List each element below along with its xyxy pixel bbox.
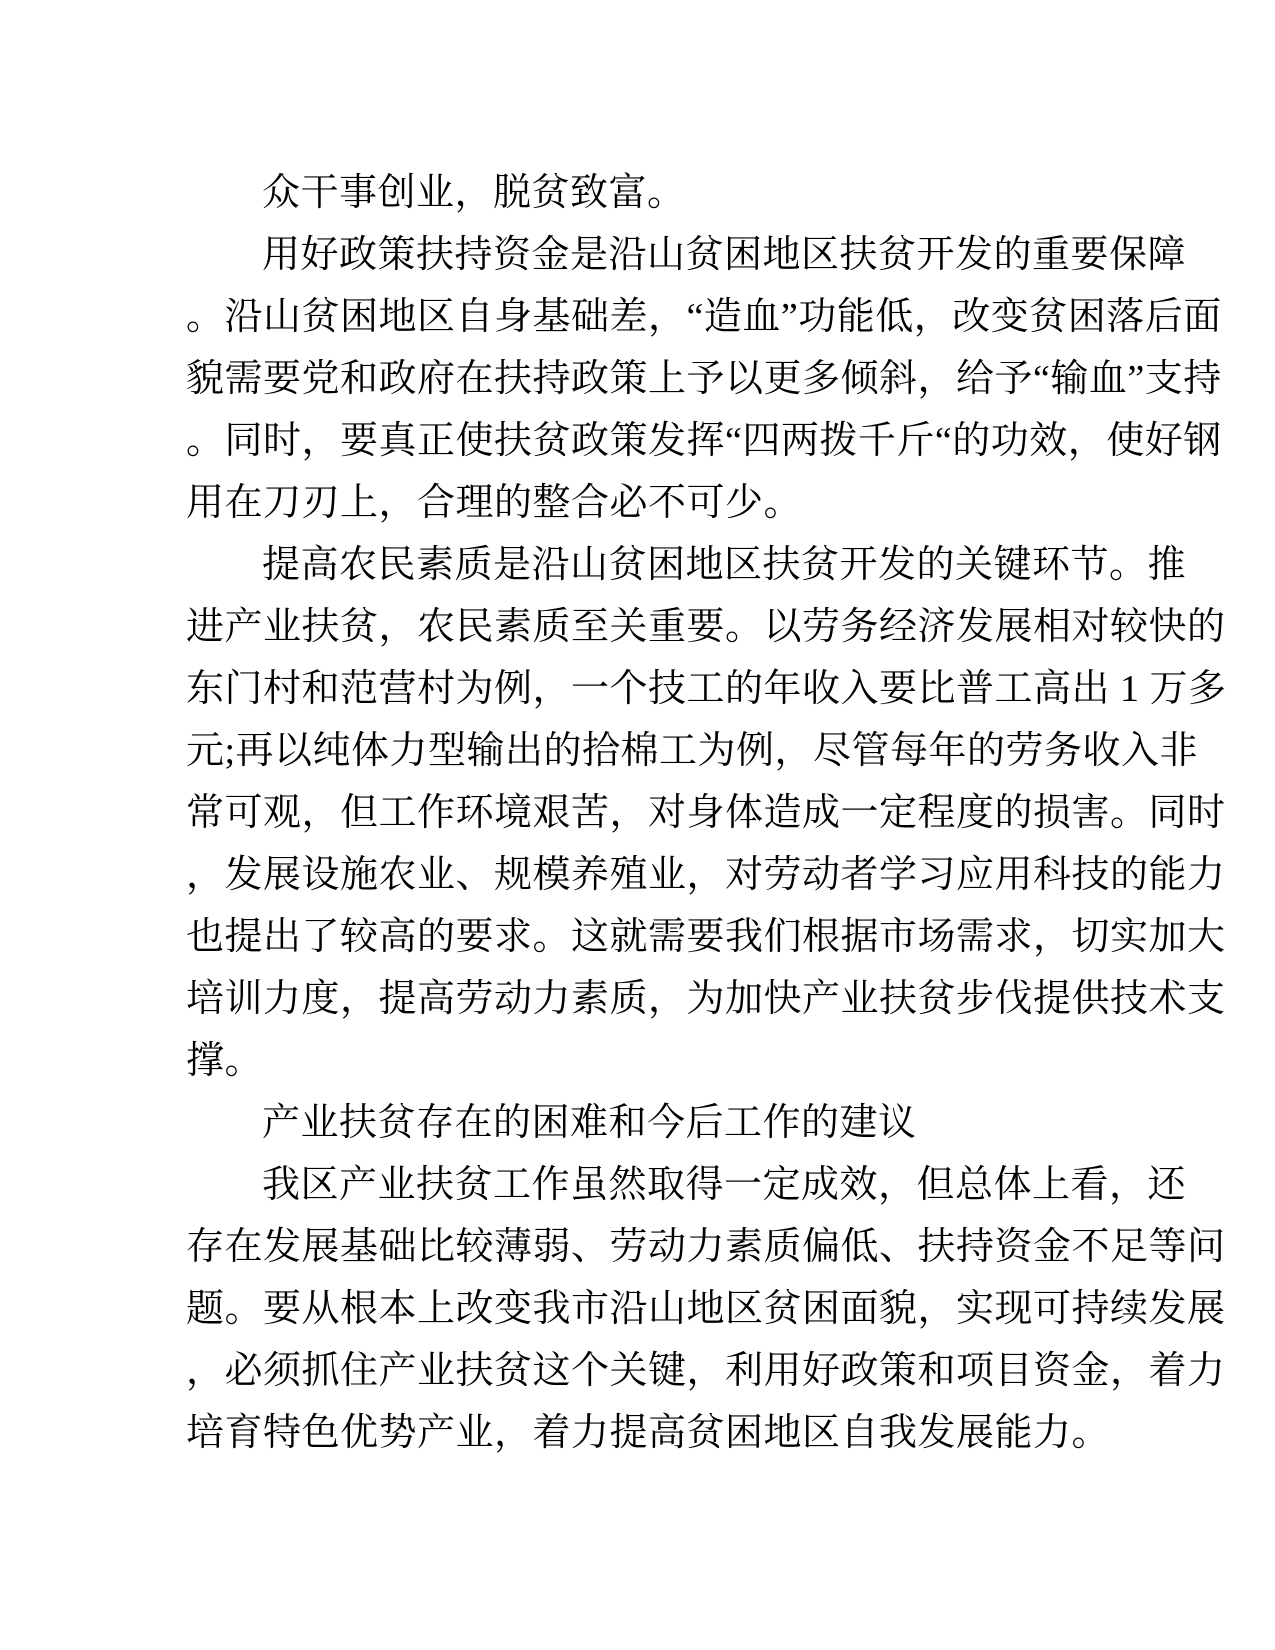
text-line-section-heading: 产业扶贫存在的困难和今后工作的建议 <box>262 1102 917 1144</box>
text-line: 。同时，要真正使扶贫政策发挥“四两拨千斤“的功效，使好钢 <box>186 420 1222 462</box>
text-line: 常可观，但工作环境艰苦，对身体造成一定程度的损害。同时 <box>186 792 1226 834</box>
text-line: 。沿山贫困地区自身基础差，“造血”功能低，改变贫困落后面 <box>186 296 1222 338</box>
text-line: 也提出了较高的要求。这就需要我们根据市场需求，切实加大 <box>186 916 1226 958</box>
text-line: 众干事创业，脱贫致富。 <box>262 172 686 214</box>
text-line: 存在发展基础比较薄弱、劳动力素质偏低、扶持资金不足等问 <box>186 1226 1226 1268</box>
text-line: ，必须抓住产业扶贫这个关键，利用好政策和项目资金，着力 <box>186 1350 1226 1392</box>
text-line: 题。要从根本上改变我市沿山地区贫困面貌，实现可持续发展 <box>186 1288 1226 1330</box>
text-line: 用好政策扶持资金是沿山贫困地区扶贫开发的重要保障 <box>262 234 1187 276</box>
text-line: 我区产业扶贫工作虽然取得一定成效，但总体上看，还 <box>262 1164 1187 1206</box>
text-line: 用在刀刃上，合理的整合必不可少。 <box>186 482 803 524</box>
text-line: ，发展设施农业、规模养殖业，对劳动者学习应用科技的能力 <box>186 854 1226 896</box>
text-line: 东门村和范营村为例，一个技工的年收入要比普工高出 1 万多 <box>186 668 1227 710</box>
text-line: 培训力度，提高劳动力素质，为加快产业扶贫步伐提供技术支 <box>186 978 1226 1020</box>
text-line: 撑。 <box>186 1040 264 1082</box>
text-line: 貌需要党和政府在扶持政策上予以更多倾斜，给予“输血”支持 <box>186 358 1222 400</box>
text-line: 元;再以纯体力型输出的拾棉工为例，尽管每年的劳务收入非 <box>186 730 1199 772</box>
document-text-block <box>186 162 1227 1464</box>
text-line: 进产业扶贫，农民素质至关重要。以劳务经济发展相对较快的 <box>186 606 1226 648</box>
text-line: 提高农民素质是沿山贫困地区扶贫开发的关键环节。推 <box>262 544 1187 586</box>
text-line: 培育特色优势产业，着力提高贫困地区自我发展能力。 <box>186 1412 1111 1454</box>
